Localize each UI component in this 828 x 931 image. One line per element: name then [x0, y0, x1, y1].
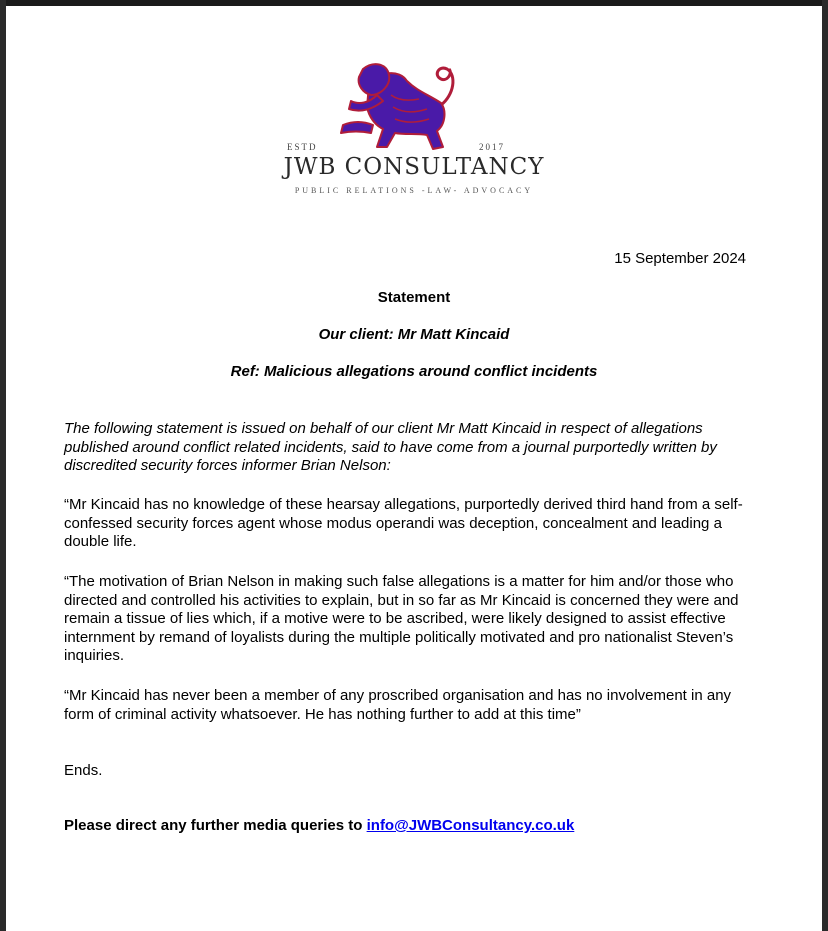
established-label: ESTD	[287, 142, 318, 152]
reference-line: Ref: Malicious allegations around conflict incidents	[230, 363, 598, 380]
window-right-edge	[822, 0, 828, 931]
statement-paragraph-2: “The motivation of Brian Nelson in making such false allegations is a matter for him and/or those who directed and controlled his activities to explain, but in so far as Mr Kincaid is concerned they were and remain a tissue of lies which, if a motive were to be ascribed, were likely designed to assist effective internment by remand of loyalists during the multiple politically motivated and pro nationalist Steven’s inquiries.	[64, 573, 739, 664]
statement-date: 15 September 2024	[614, 250, 746, 267]
statement-paragraph-3: “Mr Kincaid has never been a member of any proscribed organisation and has no involvement in any form of criminal activity whatsoever. He has nothing further to add at this time”	[64, 687, 732, 723]
intro-paragraph: The following statement is issued on behalf of our client Mr Matt Kincaid in respect of allegations published around conflict related incidents, said to have come from a journal purportedly written by discredited security forces informer Brian Nelson:	[64, 420, 717, 474]
statement-heading: Statement	[377, 289, 451, 306]
client-line: Our client: Mr Matt Kincaid	[318, 326, 510, 343]
media-queries-footer	[64, 817, 574, 834]
ends-line: Ends.	[64, 762, 103, 779]
statement-paragraph-1: “Mr Kincaid has no knowledge of these hearsay allegations, purportedly derived third hand from a self-confessed security forces agent whose modus operandi was deception, concealment and leading a double life.	[64, 496, 743, 550]
established-year: 2017	[479, 142, 505, 152]
rampant-lion-icon	[329, 55, 489, 155]
company-tagline: PUBLIC RELATIONS -LAW- ADVOCACY	[294, 186, 534, 195]
company-name: JWB CONSULTANCY	[283, 154, 545, 180]
footer-text: Please direct any further media queries to	[64, 817, 367, 834]
contact-email-link[interactable]: info@JWBConsultancy.co.uk	[366, 817, 575, 834]
document-page	[6, 6, 822, 931]
